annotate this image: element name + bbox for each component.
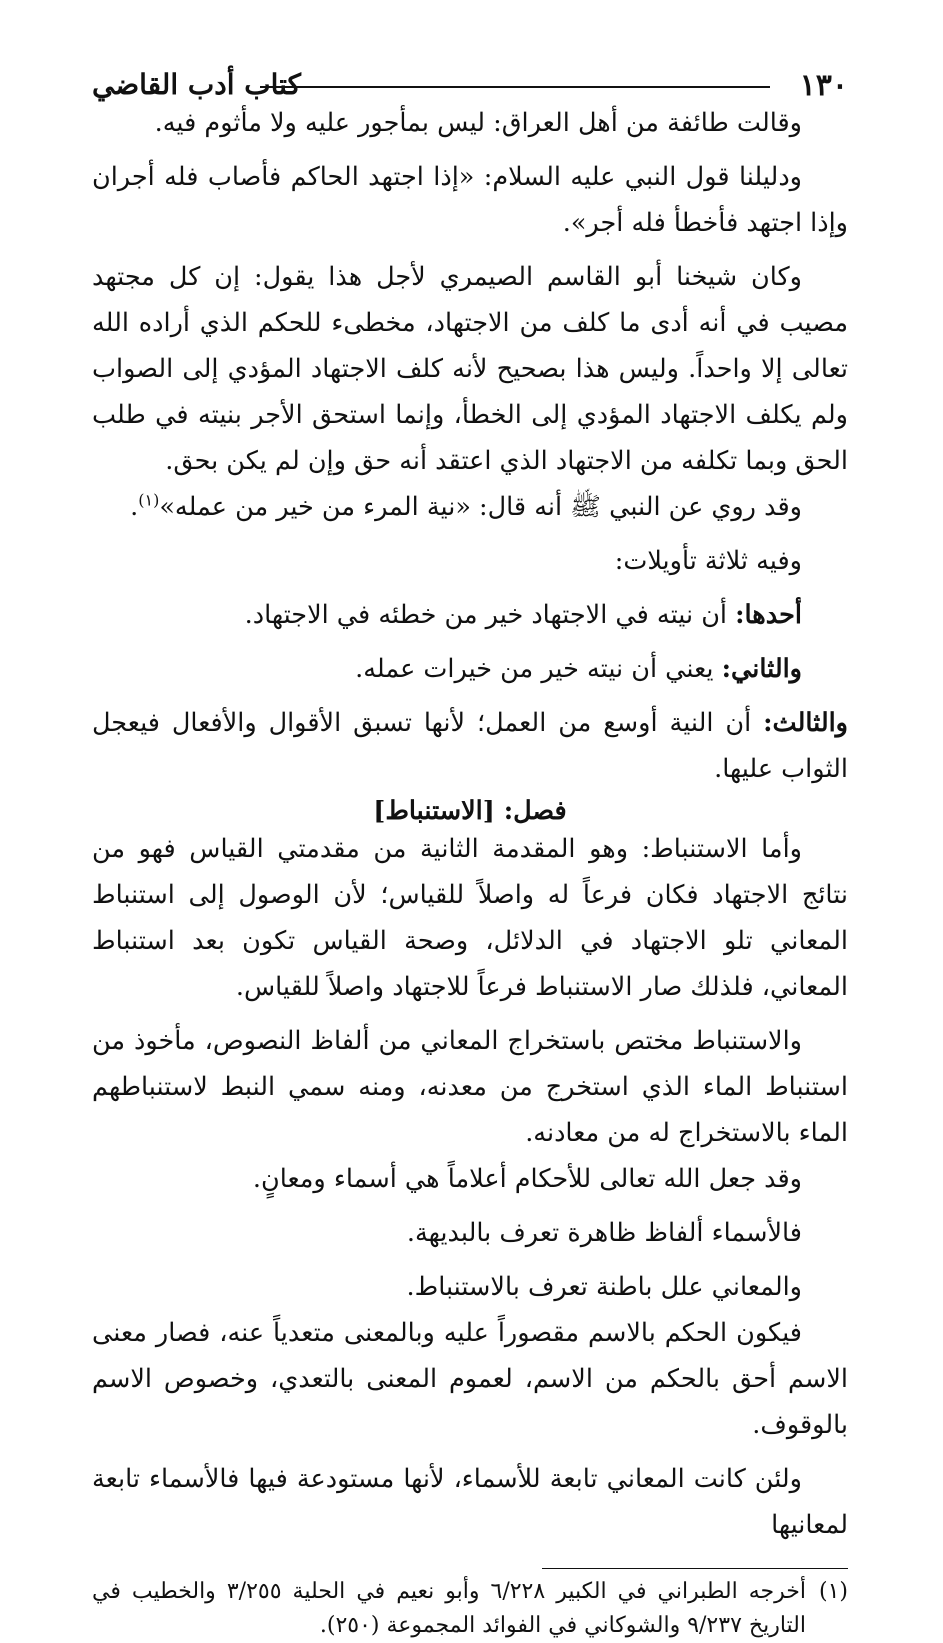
paragraph-12: فالأسماء ألفاظ ظاهرة تعرف بالبديهة. — [406, 1218, 802, 1248]
page-number: ١٣٠ — [799, 68, 848, 103]
header-rule — [260, 86, 770, 88]
paragraph-10: والاستنباط مختص باستخراج المعاني من ألفاظ النصوص، مأخوذ من استنباط الماء الذي استخرج من معدنه، ومنه سمي النبط لاستنباطهم الماء بالاستخراج له من معادنه. — [92, 1026, 848, 1148]
paragraph-3: وكان شيخنا أبو القاسم الصيمري لأجل هذا يقول: إن كل مجتهد مصيب في أنه أدى ما كلف من الاجتهاد، مخطىء للحكم الذي أراده الله تعالى إلا واحداً. وليس هذا بصحيح لأنه كلف الاجتهاد المؤدي إلى الصواب ولم يكلف الاجتهاد المؤدي إلى الخطأ، وإنما استحق الأجر بنيته في طلب الحق وبما تكلفه من الاجتهاد الذي اعتقد أنه حق وإن لم يكن بحق. — [92, 262, 848, 476]
paragraph-4-end: . — [130, 492, 139, 522]
section-heading: فصل: [الاستنباط] — [373, 796, 567, 826]
paragraph-2: ودليلنا قول النبي عليه السلام: «إذا اجتهد الحاكم فأصاب فله أجران وإذا اجتهد فأخطأ فله أجر». — [92, 162, 848, 238]
interpretation-3 — [92, 700, 848, 792]
interpretation-1-lead: أحدها: — [735, 600, 802, 630]
interpretation-2 — [92, 646, 848, 692]
interpretation-1-text: أن نيته في الاجتهاد خير من خطئه في الاجتهاد. — [244, 600, 736, 630]
paragraph-4-text: وقد روي عن النبي ﷺ أنه قال: «نية المرء من خير من عمله» — [159, 492, 802, 522]
footnote-text: أخرجه الطبراني في الكبير ٦/٢٢٨ وأبو نعيم في الحلية ٣/٢٥٥ والخطيب في التاريخ ٩/٢٣٧ والشوكاني في الفوائد المجموعة (٢٥٠). — [92, 1579, 806, 1638]
book-title: كتاب أدب القاضي — [92, 68, 301, 101]
paragraph-9: وأما الاستنباط: وهو المقدمة الثانية من مقدمتي القياس فهو من نتائج الاجتهاد فكان فرعاً له واصلاً للقياس؛ لأن الوصول إلى استنباط المعاني تلو الاجتهاد في الدلائل، وصحة القياس تكون بعد استنباط المعاني، فلذلك صار الاستنباط فرعاً للاجتهاد واصلاً للقياس. — [92, 834, 848, 1002]
footnote-number: (١) — [818, 1579, 848, 1604]
paragraph-13: والمعاني علل باطنة تعرف بالاستنباط. — [406, 1272, 802, 1302]
interpretation-1 — [92, 592, 848, 638]
interpretation-3-text: أن النية أوسع من العمل؛ لأنها تسبق الأقوال والأفعال فيعجل الثواب عليها. — [92, 708, 848, 784]
interpretation-2-text: يعني أن نيته خير من خيرات عمله. — [355, 654, 722, 684]
running-header — [92, 60, 848, 103]
paragraph-5: وفيه ثلاثة تأويلات: — [614, 546, 802, 576]
interpretation-2-lead: والثاني: — [721, 654, 802, 684]
footnote-rule — [542, 1568, 848, 1569]
interpretation-3-lead: والثالث: — [763, 708, 848, 738]
paragraph-4 — [92, 484, 848, 530]
paragraph-14: فيكون الحكم بالاسم مقصوراً عليه وبالمعنى متعدياً عنه، فصار معنى الاسم أحق بالحكم من الاسم، لعموم المعنى بالتعدي، وخصوص الاسم بالوقوف. — [92, 1318, 848, 1440]
footnote — [92, 1575, 848, 1643]
book-page — [92, 60, 848, 1643]
footnote-reference: (١) — [138, 490, 160, 510]
paragraph-1: وقالت طائفة من أهل العراق: ليس بمأجور عليه ولا مأثوم فيه. — [154, 108, 802, 138]
paragraph-15: ولئن كانت المعاني تابعة للأسماء، لأنها مستودعة فيها فالأسماء تابعة لمعانيها — [92, 1464, 848, 1540]
paragraph-11: وقد جعل الله تعالى للأحكام أعلاماً هي أسماء ومعانٍ. — [252, 1164, 802, 1194]
